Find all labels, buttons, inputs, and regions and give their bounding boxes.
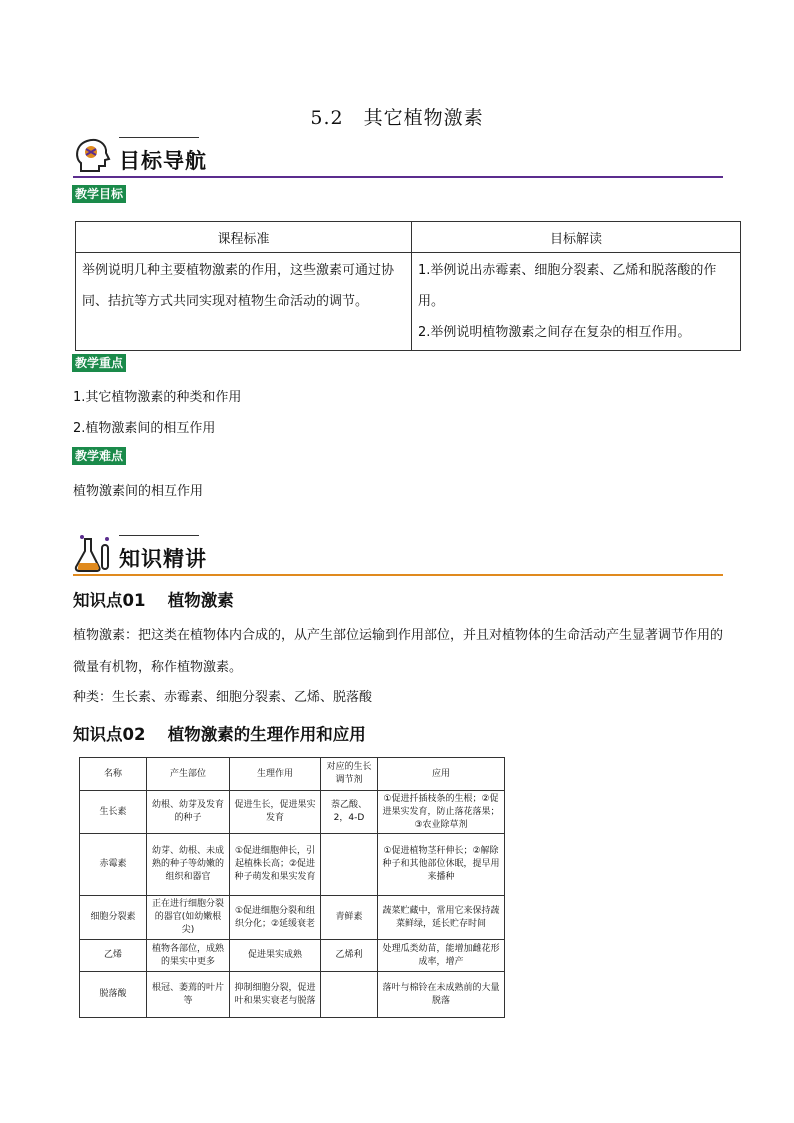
knowledge-point-2-heading: 知识点02 植物激素的生理作用和应用 [73, 725, 366, 744]
goal-interpretation-cell [412, 253, 741, 351]
table-cell [321, 972, 378, 1018]
table-cell: ①促进细胞伸长，引起植株长高；②促进种子萌发和果实发育 [230, 834, 321, 896]
table-header-regulator: 对应的生长调节剂 [321, 758, 378, 791]
table-cell: 植物各部位，成熟的果实中更多 [147, 940, 230, 972]
table-header-name: 名称 [80, 758, 147, 791]
section-title: 知识精讲 [119, 547, 207, 571]
table-header-function: 生理作用 [230, 758, 321, 791]
section-top-line [119, 137, 199, 138]
goal-table [75, 221, 741, 351]
knowledge-point-1-heading: 知识点01 植物激素 [73, 591, 234, 610]
lab-flask-icon [73, 533, 113, 573]
table-cell: ①促进植物茎秆伸长；②解除种子和其他部位休眠，提早用来播种 [378, 834, 505, 896]
goal-interpretation-2: 2.举例说明植物激素之间存在复杂的相互作用。 [418, 325, 691, 340]
table-cell: 促进果实成熟 [230, 940, 321, 972]
hormone-kinds: 种类：生长素、赤霉素、细胞分裂素、乙烯、脱落酸 [73, 690, 373, 705]
table-cell: 促进生长，促进果实发育 [230, 791, 321, 834]
table-row [80, 834, 505, 896]
key-points-tag: 教学重点 [72, 354, 126, 372]
goal-header-standard: 课程标准 [76, 222, 412, 253]
table-cell: 脱落酸 [80, 972, 147, 1018]
table-cell: ①促进扦插枝条的生根；②促进果实发育，防止落花落果；③农业除草剂 [378, 791, 505, 834]
table-header-origin: 产生部位 [147, 758, 230, 791]
table-cell: 幼根、幼芽及发育的种子 [147, 791, 230, 834]
difficult-point-item: 植物激素间的相互作用 [73, 484, 204, 499]
table-cell: 赤霉素 [80, 834, 147, 896]
table-cell: 萘乙酸、2，4-D [321, 791, 378, 834]
table-row [80, 896, 505, 940]
table-cell: 落叶与棉铃在未成熟前的大量脱落 [378, 972, 505, 1018]
table-cell: 细胞分裂素 [80, 896, 147, 940]
goal-interpretation-1: 1.举例说出赤霉素、细胞分裂素、乙烯和脱落酸的作用。 [418, 263, 717, 309]
table-header-application: 应用 [378, 758, 505, 791]
table-cell: 蔬菜贮藏中，常用它来保持蔬菜鲜绿，延长贮存时间 [378, 896, 505, 940]
table-row [80, 972, 505, 1018]
table-cell: 根冠、萎蔫的叶片等 [147, 972, 230, 1018]
page-title: 5.2 其它植物激素 [310, 107, 484, 129]
table-cell: 乙烯利 [321, 940, 378, 972]
table-row [80, 940, 505, 972]
hormone-table [79, 757, 505, 1018]
table-cell: 正在进行细胞分裂的器官(如幼嫩根尖) [147, 896, 230, 940]
table-cell: ①促进细胞分裂和组织分化；②延缓衰老 [230, 896, 321, 940]
key-point-item: 2.植物激素间的相互作用 [73, 421, 216, 436]
goal-header-interpretation: 目标解读 [412, 222, 741, 253]
table-cell: 幼芽、幼根、未成熟的种子等幼嫩的组织和器官 [147, 834, 230, 896]
table-cell: 抑制细胞分裂，促进叶和果实衰老与脱落 [230, 972, 321, 1018]
difficult-points-tag: 教学难点 [72, 447, 126, 465]
table-cell: 乙烯 [80, 940, 147, 972]
table-cell: 处理瓜类幼苗，能增加雌花形成率，增产 [378, 940, 505, 972]
section-title: 目标导航 [119, 149, 207, 173]
goal-standard-text: 举例说明几种主要植物激素的作用，这些激素可通过协同、拮抗等方式共同实现对植物生命活动的调节。 [76, 253, 412, 351]
section-header-knowledge [73, 533, 723, 577]
section-rule [73, 574, 723, 576]
table-cell [321, 834, 378, 896]
head-brain-icon [73, 135, 113, 175]
section-top-line [119, 535, 199, 536]
section-rule [73, 176, 723, 178]
key-point-item: 1.其它植物激素的种类和作用 [73, 390, 242, 405]
hormone-definition: 植物激素：把这类在植物体内合成的，从产生部位运输到作用部位，并且对植物体的生命活动产生显著调节作用的微量有机物，称作植物激素。 [73, 628, 724, 675]
table-cell: 生长素 [80, 791, 147, 834]
table-row [80, 791, 505, 834]
teaching-goal-tag: 教学目标 [72, 185, 126, 203]
table-cell: 青鲜素 [321, 896, 378, 940]
section-header-goals [73, 135, 723, 179]
